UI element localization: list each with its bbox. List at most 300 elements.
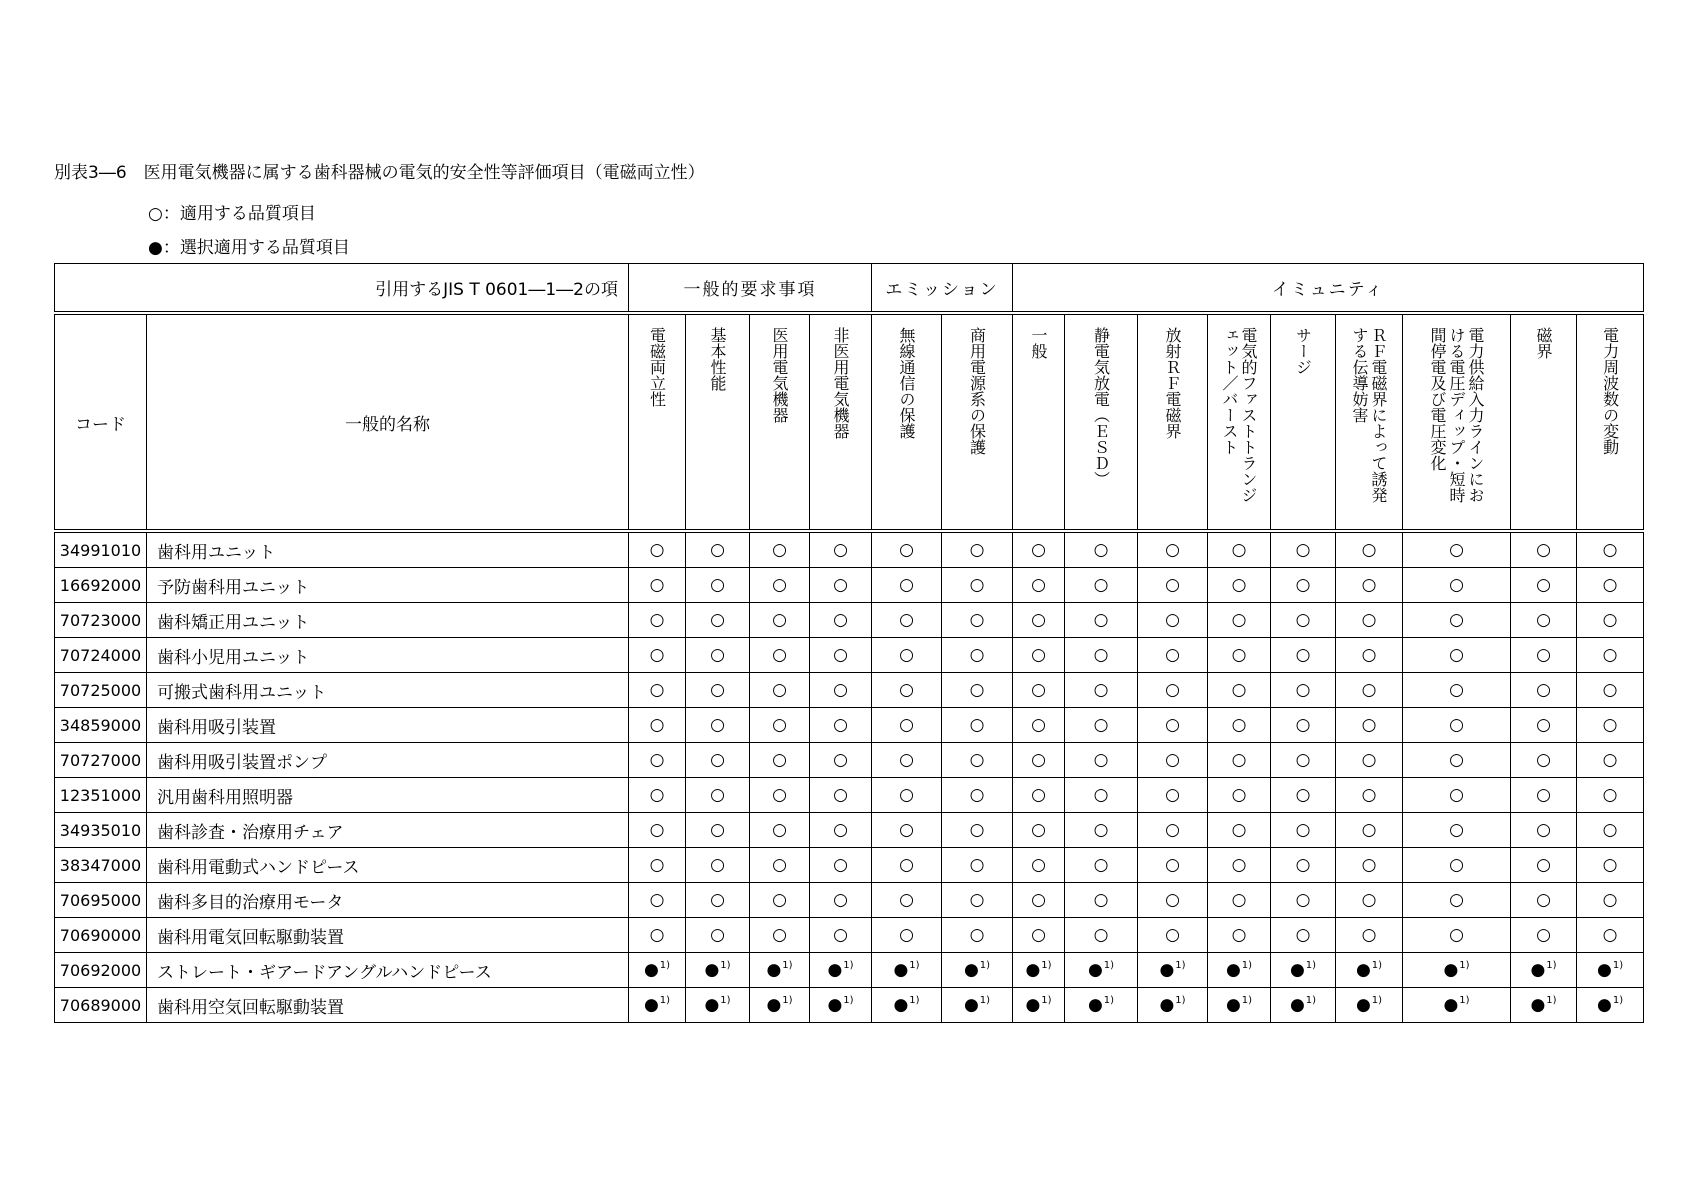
open-circle-icon: ○ [1031, 820, 1046, 840]
mark-cell [810, 743, 872, 778]
open-circle-icon: ○ [1031, 890, 1046, 910]
mark-cell [1138, 638, 1208, 673]
table-row [55, 918, 1644, 953]
mark-cell [1271, 531, 1336, 568]
open-circle-icon: ○ [969, 610, 985, 630]
mark-cell [686, 638, 750, 673]
filled-circle-icon: ● [766, 995, 782, 1015]
open-circle-icon: ○ [1231, 820, 1247, 840]
open-circle-icon: ○ [1093, 540, 1109, 560]
mark-cell [686, 883, 750, 918]
mark-cell [1208, 531, 1271, 568]
footnote-ref: 1) [1305, 960, 1317, 972]
open-circle-icon: ○ [1536, 680, 1551, 700]
mark-cell [1208, 603, 1271, 638]
name-cell: 歯科用電動式ハンドピース [147, 848, 629, 883]
footnote-ref: 1) [1459, 995, 1470, 1007]
legend-applicable [148, 199, 316, 224]
table-row [55, 778, 1644, 813]
mark-cell [1013, 568, 1065, 603]
column-header-label: 医用電気機器 [770, 327, 789, 423]
name-cell: 歯科小児用ユニット [147, 638, 629, 673]
mark-cell [686, 953, 750, 988]
mark-cell [629, 743, 686, 778]
filled-circle-icon: ● [963, 995, 979, 1015]
mark-cell [810, 568, 872, 603]
open-circle-icon: ○ [969, 680, 985, 700]
legend-label: ：選択適用する品質項目 [162, 238, 350, 258]
mark-cell [1013, 531, 1065, 568]
name-cell: ストレート・ギアードアングルハンドピース [147, 953, 629, 988]
mark-cell [1271, 813, 1336, 848]
name-cell: 歯科用吸引装置ポンプ [147, 743, 629, 778]
open-circle-icon: ○ [772, 750, 787, 770]
mark-cell [1013, 638, 1065, 673]
mark-cell [1013, 918, 1065, 953]
name-cell: 歯科用電気回転駆動装置 [147, 918, 629, 953]
open-circle-icon: ○ [1602, 925, 1618, 945]
mark-cell [942, 531, 1013, 568]
mark-cell [686, 813, 750, 848]
table-row [55, 813, 1644, 848]
table-row [55, 883, 1644, 918]
filled-circle-icon: ● [1530, 995, 1546, 1015]
mark-cell [750, 743, 810, 778]
filled-circle-icon: ● [1087, 960, 1103, 980]
mark-cell [686, 988, 750, 1023]
footnote-ref: 1) [782, 960, 793, 972]
mark-cell [1577, 638, 1644, 673]
open-circle-icon: ○ [1449, 855, 1464, 875]
open-circle-icon: ○ [899, 575, 914, 595]
mark-cell [1271, 988, 1336, 1023]
footnote-ref: 1) [1612, 960, 1624, 972]
table-row [55, 953, 1644, 988]
open-circle-icon: ○ [833, 925, 848, 945]
open-circle-icon: ○ [710, 785, 725, 805]
mark-cell [1208, 568, 1271, 603]
open-circle-icon: ○ [833, 890, 848, 910]
mark-cell [1336, 883, 1403, 918]
open-circle-icon: ○ [899, 540, 914, 560]
open-circle-icon: ○ [1165, 750, 1180, 770]
footnote-ref: 1) [1041, 960, 1052, 972]
mark-cell [810, 848, 872, 883]
open-circle-icon: ○ [1165, 925, 1180, 945]
open-circle-icon: ○ [772, 540, 787, 560]
open-circle-icon: ○ [1165, 890, 1180, 910]
mark-cell [1138, 778, 1208, 813]
mark-cell [750, 708, 810, 743]
mark-cell [942, 848, 1013, 883]
open-circle-icon: ○ [772, 715, 787, 735]
mark-cell [1336, 813, 1403, 848]
mark-cell [1208, 988, 1271, 1023]
column-header-label: 放射ＲＦ電磁界 [1163, 327, 1183, 439]
mark-cell [1065, 883, 1138, 918]
mark-cell [750, 813, 810, 848]
mark-cell [750, 848, 810, 883]
open-circle-icon: ○ [1602, 680, 1618, 700]
open-circle-icon: ○ [1295, 890, 1311, 910]
column-header [1138, 313, 1208, 531]
mark-cell [629, 531, 686, 568]
column-header-label: 無線通信の保護 [897, 327, 916, 439]
mark-cell [629, 778, 686, 813]
mark-cell [750, 603, 810, 638]
open-circle-icon: ○ [649, 820, 665, 840]
open-circle-icon: ○ [1231, 575, 1247, 595]
open-circle-icon: ○ [772, 610, 787, 630]
column-header-label: 非医用電気機器 [831, 327, 850, 439]
mark-cell [750, 953, 810, 988]
code-cell: 70724000 [55, 638, 147, 673]
open-circle-icon: ○ [1536, 540, 1551, 560]
open-circle-icon: ○ [969, 750, 985, 770]
mark-cell [1065, 778, 1138, 813]
open-circle-icon: ○ [649, 855, 665, 875]
filled-circle-icon: ● [1025, 995, 1041, 1015]
mark-cell [750, 638, 810, 673]
mark-cell [1013, 848, 1065, 883]
code-cell: 16692000 [55, 568, 147, 603]
footnote-ref: 1) [1103, 960, 1115, 972]
code-cell: 70723000 [55, 603, 147, 638]
open-circle-icon: ○ [1231, 715, 1247, 735]
mark-cell [1511, 918, 1577, 953]
mark-cell [686, 918, 750, 953]
filled-circle-icon: ● [1355, 995, 1371, 1015]
open-circle-icon: ○ [649, 540, 665, 560]
mark-cell [1065, 988, 1138, 1023]
mark-cell [1577, 848, 1644, 883]
mark-cell [1403, 918, 1511, 953]
mark-cell [1403, 778, 1511, 813]
mark-cell [1336, 603, 1403, 638]
filled-circle-icon: ● [1443, 960, 1459, 980]
open-circle-icon: ○ [772, 575, 787, 595]
open-circle-icon: ○ [1295, 645, 1311, 665]
column-header [872, 313, 942, 531]
open-circle-icon: ○ [1165, 820, 1180, 840]
mark-cell [872, 743, 942, 778]
mark-cell [629, 673, 686, 708]
footnote-ref: 1) [720, 960, 731, 972]
mark-cell [872, 918, 942, 953]
open-circle-icon: ○ [772, 855, 787, 875]
table-row [55, 531, 1644, 568]
mark-cell [1511, 638, 1577, 673]
mark-cell [1013, 988, 1065, 1023]
mark-cell [1138, 708, 1208, 743]
mark-cell [1208, 708, 1271, 743]
code-cell: 34991010 [55, 531, 147, 568]
mark-cell [1208, 638, 1271, 673]
name-cell: 歯科用吸引装置 [147, 708, 629, 743]
mark-cell [1403, 988, 1511, 1023]
open-circle-icon: ○ [899, 645, 914, 665]
open-circle-icon: ○ [969, 820, 985, 840]
mark-cell [1208, 883, 1271, 918]
name-cell: 可搬式歯科用ユニット [147, 673, 629, 708]
mark-cell [1403, 848, 1511, 883]
footnote-ref: 1) [1371, 960, 1383, 972]
open-circle-icon: ○ [1361, 855, 1377, 875]
open-circle-icon: ○ [1449, 820, 1464, 840]
open-circle-icon: ○ [1361, 645, 1377, 665]
column-header [629, 313, 686, 531]
filled-circle-icon: ● [1159, 995, 1175, 1015]
open-circle-icon: ○ [1536, 855, 1551, 875]
open-circle-icon: ○ [710, 890, 725, 910]
open-circle-icon: ○ [1031, 645, 1046, 665]
mark-cell [1577, 531, 1644, 568]
footnote-ref: 1) [1612, 995, 1624, 1007]
footnote-ref: 1) [1305, 995, 1317, 1007]
open-circle-icon: ○ [1031, 575, 1046, 595]
column-header-label: 静電気放電（ＥＳＤ） [1091, 327, 1111, 487]
table-row [55, 708, 1644, 743]
code-header: コード [55, 313, 147, 531]
mark-cell [1138, 813, 1208, 848]
code-cell: 70727000 [55, 743, 147, 778]
mark-cell [942, 988, 1013, 1023]
open-circle-icon: ○ [1361, 890, 1377, 910]
mark-cell [1065, 673, 1138, 708]
filled-circle-icon: ● [893, 960, 909, 980]
mark-cell [1013, 603, 1065, 638]
code-cell: 70725000 [55, 673, 147, 708]
open-circle-icon: ○ [1361, 540, 1377, 560]
mark-cell [1271, 743, 1336, 778]
column-header [942, 313, 1013, 531]
mark-cell [810, 988, 872, 1023]
open-circle-icon: ○ [1602, 750, 1618, 770]
open-circle-icon: ○ [833, 785, 848, 805]
open-circle-icon: ○ [899, 610, 914, 630]
open-circle-icon: ○ [649, 750, 665, 770]
mark-cell [1336, 988, 1403, 1023]
mark-cell [1403, 673, 1511, 708]
mark-cell [872, 531, 942, 568]
mark-cell [1336, 638, 1403, 673]
mark-cell [750, 531, 810, 568]
open-circle-icon: ○ [899, 820, 914, 840]
mark-cell [629, 848, 686, 883]
open-circle-icon: ○ [1031, 925, 1046, 945]
open-circle-icon: ○ [1231, 680, 1247, 700]
code-cell: 12351000 [55, 778, 147, 813]
mark-cell [1511, 568, 1577, 603]
open-circle-icon: ○ [1093, 680, 1109, 700]
open-circle-icon: ○ [710, 925, 725, 945]
column-header-label: 電力供給入力ラインにおける電圧ディップ・短時間停電及び電圧変化 [1428, 327, 1486, 503]
mark-cell [1208, 813, 1271, 848]
open-circle-icon: ○ [710, 540, 725, 560]
mark-cell [872, 638, 942, 673]
table-row [55, 638, 1644, 673]
mark-cell [1336, 848, 1403, 883]
column-header [750, 313, 810, 531]
open-circle-icon: ○ [649, 575, 665, 595]
open-circle-icon: ○ [1165, 610, 1180, 630]
mark-cell [629, 638, 686, 673]
column-header [1577, 313, 1644, 531]
filled-circle-icon: ● [1443, 995, 1459, 1015]
document-title: 別表3―6 医用電気機器に属する歯科器械の電気的安全性等評価項目（電磁両立性） [54, 163, 705, 183]
mark-cell [1065, 708, 1138, 743]
open-circle-icon: ○ [772, 645, 787, 665]
open-circle-icon: ○ [1031, 680, 1046, 700]
mark-cell [1577, 988, 1644, 1023]
name-header: 一般的名称 [147, 313, 629, 531]
mark-cell [1511, 848, 1577, 883]
mark-cell [1065, 743, 1138, 778]
open-circle-icon: ○ [1295, 680, 1311, 700]
mark-cell [942, 743, 1013, 778]
footnote-ref: 1) [979, 960, 991, 972]
open-circle-icon: ○ [833, 715, 848, 735]
open-circle-icon: ○ [899, 785, 914, 805]
footnote-ref: 1) [843, 960, 854, 972]
mark-cell [1577, 918, 1644, 953]
filled-circle-icon: ● [643, 995, 659, 1015]
mark-cell [942, 673, 1013, 708]
column-header-label: 基本性能 [708, 327, 727, 391]
open-circle-icon: ○ [772, 890, 787, 910]
mark-cell [629, 708, 686, 743]
open-circle-icon: ○ [1449, 645, 1464, 665]
open-circle-icon: ○ [710, 575, 725, 595]
mark-cell [1577, 743, 1644, 778]
code-cell: 34935010 [55, 813, 147, 848]
open-circle-icon: ○ [1165, 855, 1180, 875]
name-cell: 歯科診査・治療用チェア [147, 813, 629, 848]
mark-cell [1013, 883, 1065, 918]
open-circle-icon: ○ [833, 575, 848, 595]
mark-cell [750, 883, 810, 918]
mark-cell [942, 883, 1013, 918]
open-circle-icon: ○ [899, 680, 914, 700]
open-circle-icon: ○ [1165, 785, 1180, 805]
mark-cell [1138, 531, 1208, 568]
mark-cell [686, 603, 750, 638]
mark-cell [1208, 778, 1271, 813]
open-circle-icon: ○ [1602, 820, 1618, 840]
mark-cell [1208, 953, 1271, 988]
open-circle-icon: ○ [1361, 680, 1377, 700]
open-circle-icon: ○ [1295, 925, 1311, 945]
mark-cell [1511, 673, 1577, 708]
open-circle-icon: ○ [649, 645, 665, 665]
mark-cell [810, 918, 872, 953]
open-circle-icon: ○ [710, 610, 725, 630]
mark-cell [1013, 708, 1065, 743]
open-circle-icon: ○ [1093, 785, 1109, 805]
filled-circle-icon: ● [893, 995, 909, 1015]
open-circle-icon: ○ [1536, 925, 1551, 945]
mark-cell [1511, 813, 1577, 848]
mark-cell [1577, 568, 1644, 603]
mark-cell [1013, 778, 1065, 813]
open-circle-icon: ○ [1449, 610, 1464, 630]
open-circle-icon: ○ [710, 680, 725, 700]
column-header-label: 一般 [1029, 327, 1049, 359]
open-circle-icon: ○ [899, 890, 914, 910]
mark-cell [629, 883, 686, 918]
footnote-ref: 1) [909, 995, 920, 1007]
open-circle-icon: ○ [1361, 575, 1377, 595]
mark-cell [1138, 568, 1208, 603]
group-header: イミュニティ [1013, 264, 1644, 314]
open-circle-icon: ○ [1536, 750, 1551, 770]
mark-cell [1577, 813, 1644, 848]
open-circle-icon: ○ [833, 610, 848, 630]
mark-cell [872, 673, 942, 708]
mark-cell [629, 988, 686, 1023]
mark-cell [1403, 603, 1511, 638]
open-circle-icon: ○ [1602, 785, 1618, 805]
open-circle-icon: ○ [1602, 855, 1618, 875]
open-circle-icon: ○ [1361, 925, 1377, 945]
group-header-row [55, 264, 1644, 314]
mark-cell [1065, 531, 1138, 568]
mark-cell [1208, 848, 1271, 883]
open-circle-icon: ○ [833, 750, 848, 770]
filled-circle-icon: ● [1597, 995, 1612, 1015]
open-circle-icon: ○ [1295, 715, 1311, 735]
filled-circle-icon: ● [827, 960, 843, 980]
footnote-ref: 1) [909, 960, 920, 972]
name-cell: 歯科矯正用ユニット [147, 603, 629, 638]
mark-cell [1511, 603, 1577, 638]
mark-cell [750, 673, 810, 708]
column-header [1271, 313, 1336, 531]
filled-circle-icon: ● [1225, 995, 1241, 1015]
open-circle-icon: ○ [1231, 785, 1247, 805]
mark-cell [810, 883, 872, 918]
filled-circle-icon: ● [1530, 960, 1546, 980]
mark-cell [1336, 708, 1403, 743]
open-circle-icon: ○ [969, 785, 985, 805]
open-circle-icon: ○ [1165, 715, 1180, 735]
open-circle-icon: ○ [969, 925, 985, 945]
mark-cell [1403, 638, 1511, 673]
filled-circle-icon: ● [643, 960, 659, 980]
column-header-label: 磁界 [1534, 327, 1554, 359]
table-row [55, 848, 1644, 883]
mark-cell [1336, 743, 1403, 778]
mark-cell [686, 743, 750, 778]
mark-cell [1065, 813, 1138, 848]
footnote-ref: 1) [1371, 995, 1383, 1007]
mark-cell [872, 883, 942, 918]
mark-cell [1065, 603, 1138, 638]
open-circle-icon: ○ [710, 645, 725, 665]
table-row [55, 743, 1644, 778]
open-circle-icon: ○ [1602, 715, 1618, 735]
filled-circle-icon: ● [148, 238, 163, 258]
filled-circle-icon: ● [1225, 960, 1241, 980]
mark-cell [686, 708, 750, 743]
open-circle-icon: ○ [1449, 890, 1464, 910]
table-row [55, 988, 1644, 1023]
mark-cell [686, 778, 750, 813]
open-circle-icon: ○ [1536, 715, 1551, 735]
name-cell: 汎用歯科用照明器 [147, 778, 629, 813]
mark-cell [686, 848, 750, 883]
open-circle-icon: ○ [1093, 645, 1109, 665]
